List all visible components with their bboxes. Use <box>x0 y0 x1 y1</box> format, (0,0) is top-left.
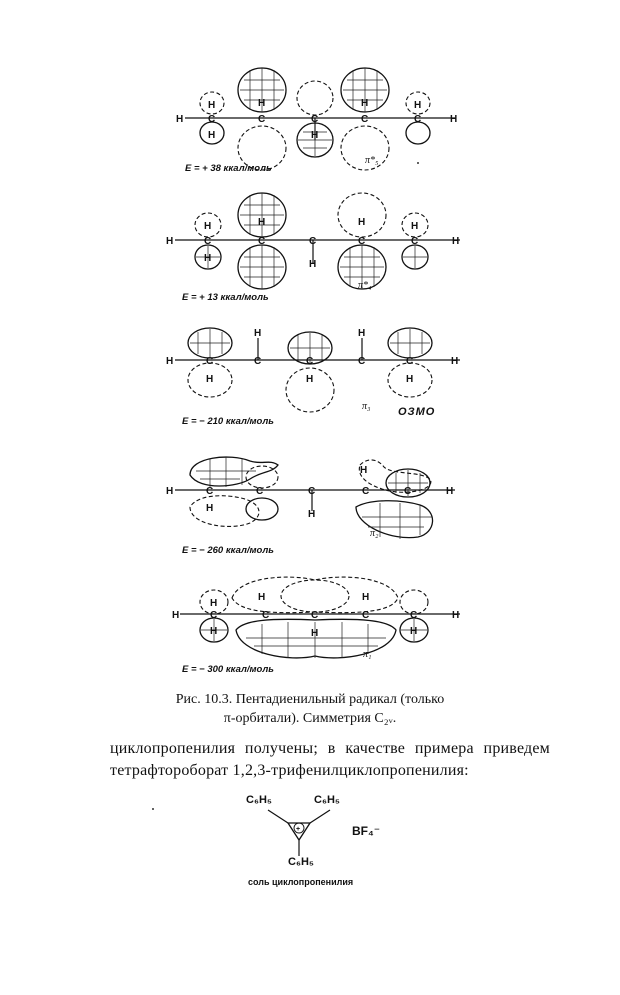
svg-text:H: H <box>206 503 214 514</box>
svg-text:C: C <box>361 114 369 125</box>
svg-text:H: H <box>451 356 459 367</box>
svg-text:H: H <box>258 592 266 603</box>
svg-text:C: C <box>309 236 317 247</box>
orbital-label: π₂ <box>370 528 379 539</box>
speck <box>152 808 154 810</box>
svg-text:C: C <box>256 486 264 497</box>
svg-text:C: C <box>411 236 419 247</box>
svg-text:H: H <box>362 592 370 603</box>
svg-text:C: C <box>206 356 214 367</box>
svg-text:C: C <box>404 486 412 497</box>
svg-text:H: H <box>208 130 216 141</box>
orbital-label: π₃ <box>362 401 371 412</box>
svg-text:H: H <box>204 253 212 264</box>
svg-text:C: C <box>406 356 414 367</box>
salt-caption: соль циклопропенилия <box>248 877 354 887</box>
orbital-diagram-pi3 <box>0 318 620 433</box>
energy-label: E = − 260 ккал/моль <box>182 545 274 556</box>
svg-text:C: C <box>311 114 319 125</box>
svg-text:C: C <box>210 610 218 621</box>
svg-text:H: H <box>254 328 262 339</box>
tetrafluoroborate-anion: BF₄⁻ <box>352 824 381 838</box>
svg-text:C: C <box>206 486 214 497</box>
orbital-diagram-pi5 <box>0 60 620 180</box>
orbital-diagram-pi4 <box>0 185 620 305</box>
orbital-label: π₁ <box>363 649 372 660</box>
svg-text:C: C <box>306 356 314 367</box>
svg-text:H: H <box>204 221 212 232</box>
svg-text:H: H <box>452 236 460 247</box>
orbital-label: π*₅ <box>365 155 379 166</box>
orbital-diagram-pi2 <box>0 445 620 560</box>
svg-text:C: C <box>410 610 418 621</box>
svg-text:C: C <box>262 610 270 621</box>
svg-text:H: H <box>452 610 460 621</box>
svg-text:C: C <box>358 356 366 367</box>
svg-text:H: H <box>308 509 316 520</box>
svg-text:H: H <box>311 628 319 639</box>
phenyl-left: C₆H₅ <box>246 794 272 806</box>
svg-text:H: H <box>206 374 214 385</box>
svg-text:H: H <box>361 98 369 109</box>
orbital-diagram-pi1 <box>0 572 620 682</box>
energy-label: E = − 210 ккал/моль <box>182 416 274 427</box>
svg-text:C: C <box>258 236 266 247</box>
svg-text:H: H <box>309 259 317 270</box>
svg-text:H: H <box>360 465 368 476</box>
energy-label: E = + 13 ккал/моль <box>182 292 269 303</box>
svg-text:+: + <box>296 826 301 833</box>
svg-text:H: H <box>208 100 216 111</box>
svg-text:C: C <box>204 236 212 247</box>
svg-text:H: H <box>166 236 174 247</box>
svg-text:H: H <box>166 486 174 497</box>
svg-text:H: H <box>414 100 422 111</box>
svg-text:C: C <box>414 114 422 125</box>
svg-text:H: H <box>258 98 266 109</box>
svg-text:H: H <box>358 217 366 228</box>
svg-text:H: H <box>210 598 218 609</box>
svg-text:H: H <box>411 221 419 232</box>
svg-text:H: H <box>210 626 218 637</box>
body-paragraph <box>110 738 550 782</box>
svg-text:C: C <box>308 486 316 497</box>
svg-text:H: H <box>450 114 458 125</box>
svg-text:H: H <box>358 328 366 339</box>
svg-text:C: C <box>254 356 262 367</box>
svg-text:H: H <box>446 486 454 497</box>
svg-text:H: H <box>176 114 184 125</box>
svg-text:H: H <box>406 374 414 385</box>
energy-label: E = − 300 ккал/моль <box>182 664 274 675</box>
svg-text:H: H <box>410 626 418 637</box>
svg-text:C: C <box>258 114 266 125</box>
orbital-label: π*₄ <box>358 280 372 291</box>
caption-line-2: π-орбитали). Симметрия C₂ᵥ. <box>223 711 397 726</box>
figure-caption <box>0 690 620 728</box>
paragraph-text: циклопропенилия получены; в качестве примера приведем тетрафтороборат 1,2,3-трифенилциклопропенилия: <box>110 740 550 779</box>
svg-text:H: H <box>306 374 314 385</box>
svg-text:C: C <box>208 114 216 125</box>
phenyl-right: C₆H₅ <box>314 794 340 806</box>
svg-text:H: H <box>311 130 319 141</box>
svg-text:C: C <box>358 236 366 247</box>
energy-label: E = + 38 ккал/моль <box>185 163 272 174</box>
svg-text:C: C <box>311 610 319 621</box>
phenyl-bottom: C₆H₅ <box>288 856 314 868</box>
svg-text:C: C <box>362 486 370 497</box>
svg-text:C: C <box>362 610 370 621</box>
speck <box>417 162 419 164</box>
somo-label: ОЗМО <box>398 406 436 418</box>
svg-text:H: H <box>258 217 266 228</box>
svg-text:H: H <box>166 356 174 367</box>
caption-line-1: Рис. 10.3. Пентадиенильный радикал (только <box>175 692 445 707</box>
svg-text:H: H <box>172 610 180 621</box>
